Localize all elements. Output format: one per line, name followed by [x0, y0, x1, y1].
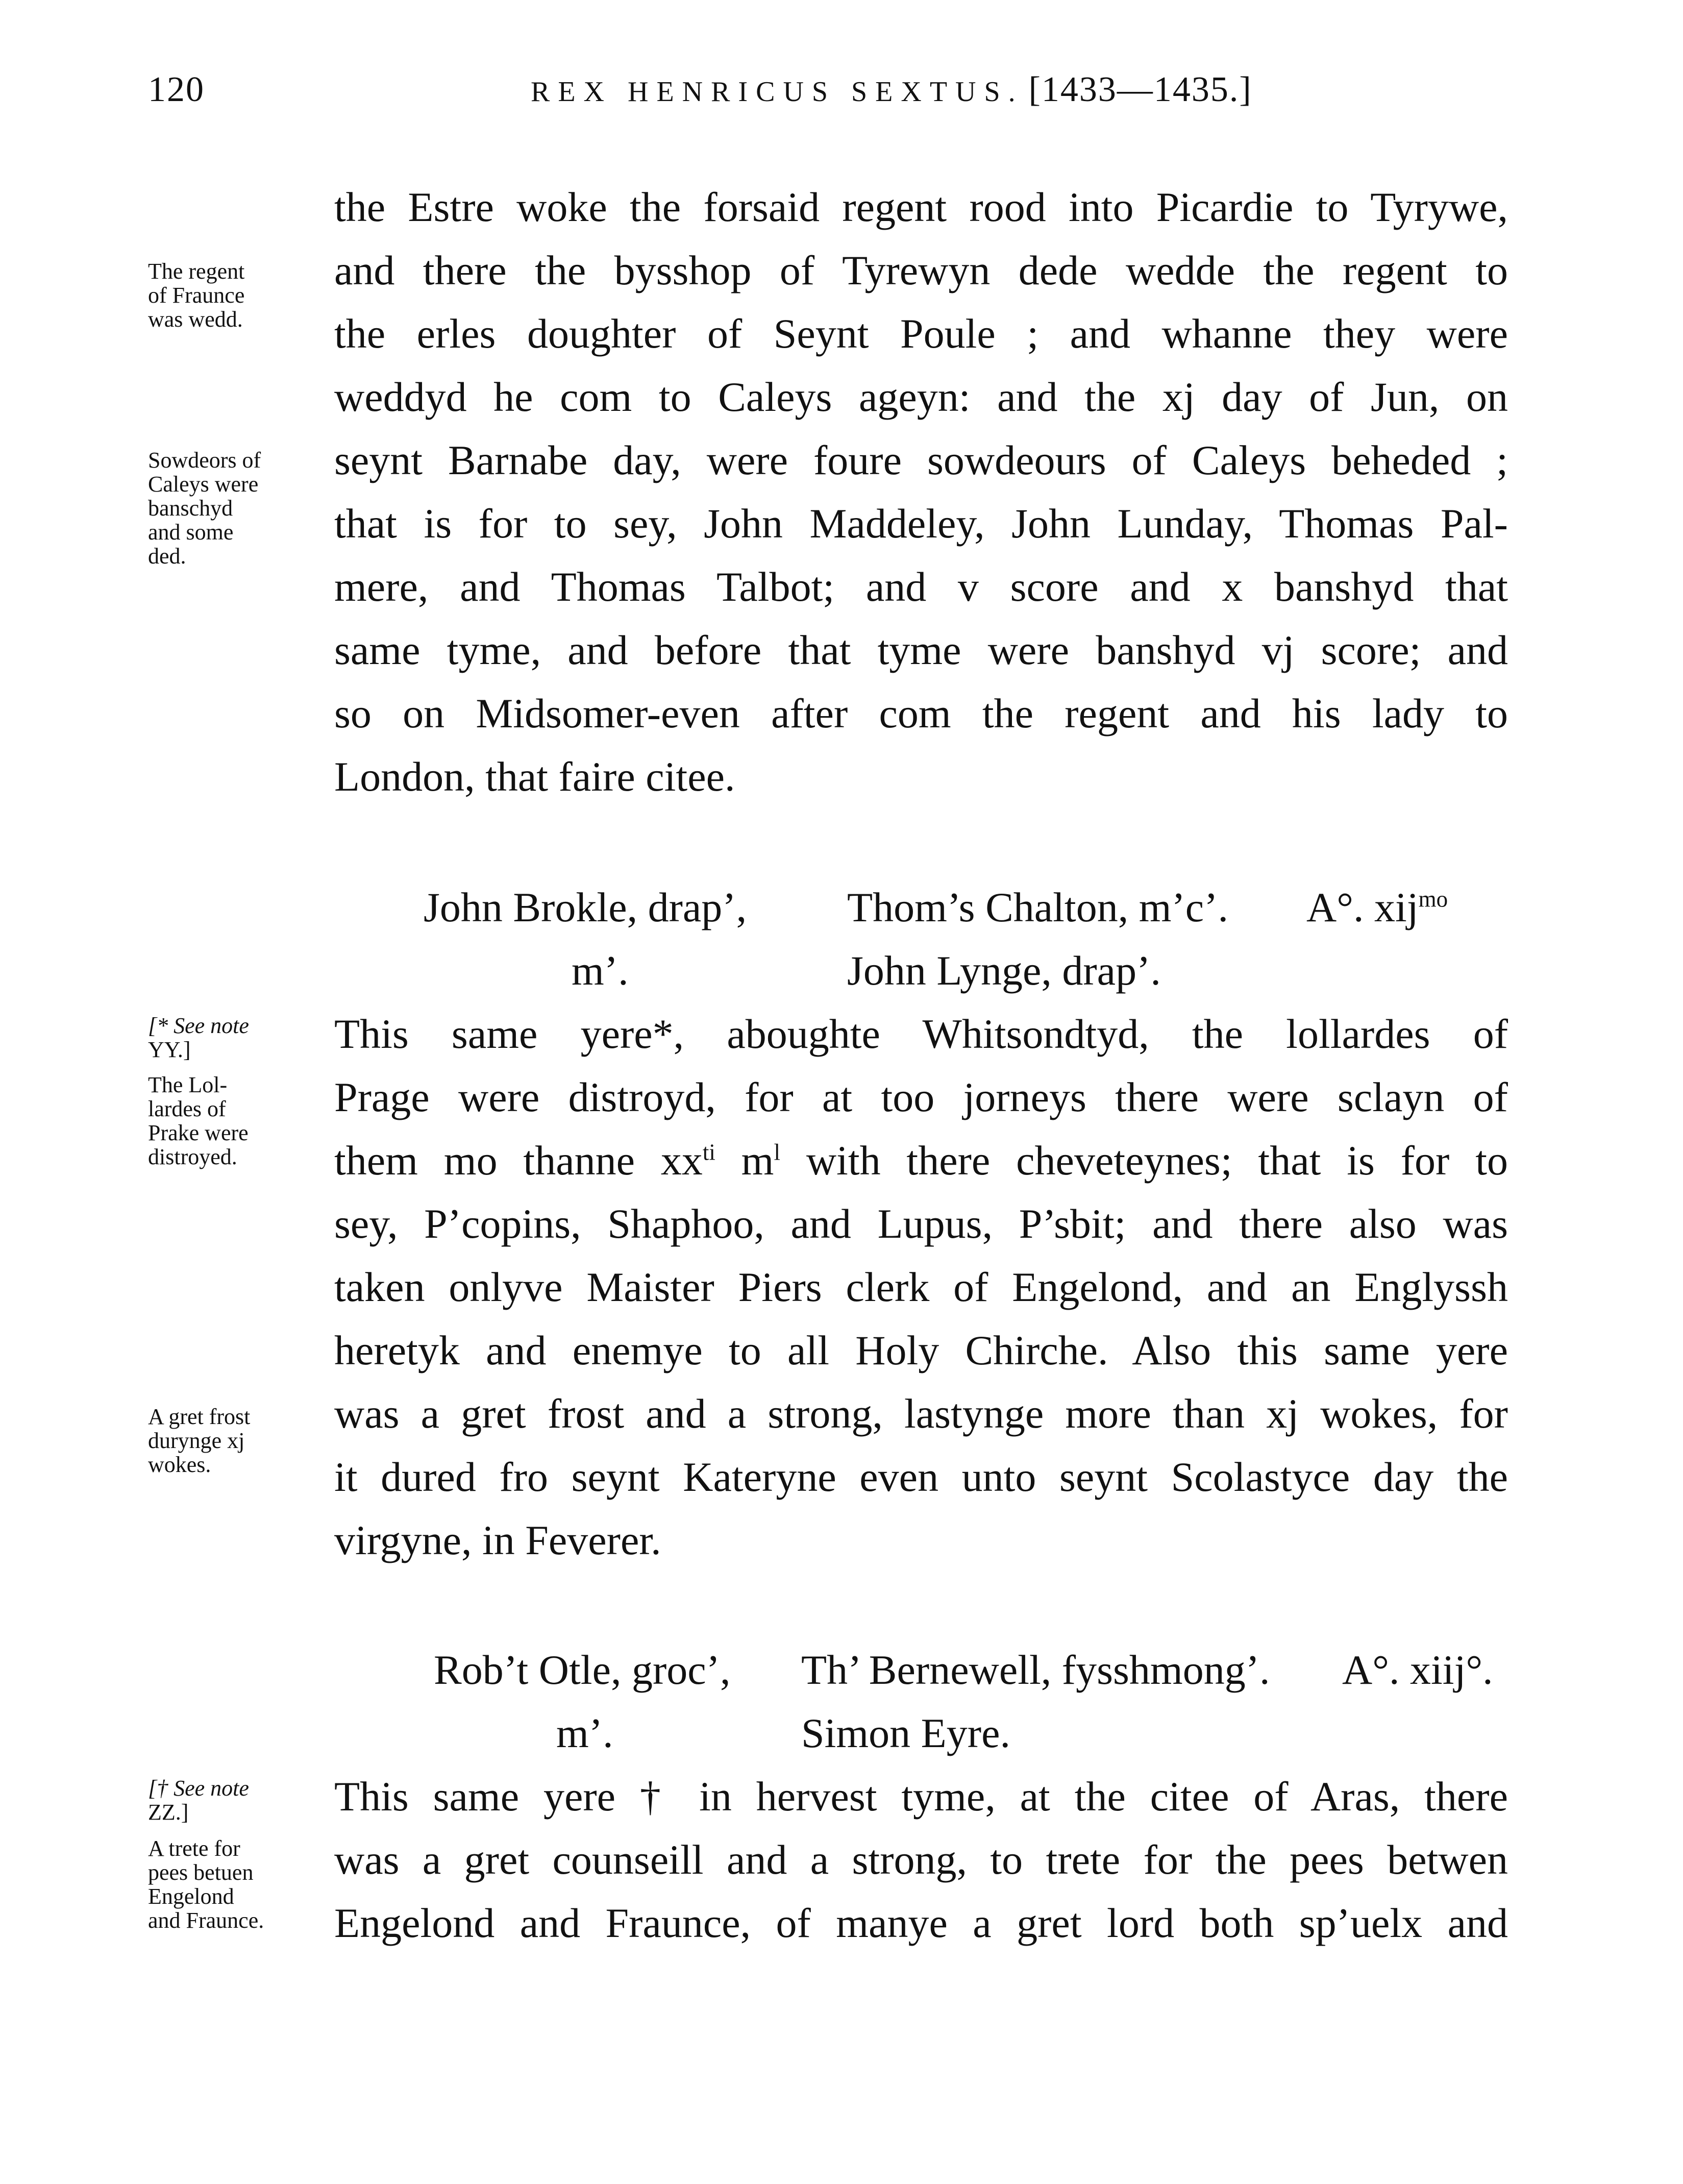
text-line: was a gret frost and a strong, lastynge more than xj wokes, for [334, 1390, 1508, 1437]
text-line: This same yere † in hervest tyme, at the citee of Aras, there [334, 1773, 1508, 1820]
margin-note-trete: A trete for pees betuen Engelond and Fraunce. [148, 1836, 264, 1933]
text-line: the Estre woke the forsaid regent rood into Picardie to Tyrywe, [334, 184, 1508, 230]
mayor-label: m’. [572, 947, 629, 994]
mayor-label: m’. [556, 1710, 613, 1756]
sheriff-name: Thom’s Chalton, m’c’. [847, 884, 1229, 930]
margin-note-regent-wedded: The regent of Fraunce was wedd. [148, 259, 245, 332]
text-line: heretyk and enemye to all Holy Chirche. Also this same yere [334, 1327, 1508, 1373]
text-line: London, that faire citee. [334, 753, 735, 800]
sheriff-name: John Brokle, drap’, [424, 884, 747, 930]
margin-note-see-note-zz: [† See note ZZ.] [148, 1776, 249, 1825]
running-title-years: [1433—1435.] [1028, 70, 1252, 109]
text-line: Engelond and Fraunce, of manye a gret lord both sp’uelx and [334, 1900, 1508, 1946]
mayor-name: John Lynge, drap’. [847, 947, 1161, 994]
regnal-year: A°. xij$^{mo}$ [1306, 884, 1448, 930]
text-line: it dured fro seynt Kateryne even unto seynt Scolastyce day the [334, 1454, 1508, 1500]
page-number: 120 [148, 70, 205, 109]
text-line: and there the bysshop of Tyrewyn dede wedde the regent to [334, 247, 1508, 293]
running-title [531, 69, 1252, 110]
sheriff-name: Th’ Bernewell, fysshmong’. [801, 1647, 1270, 1693]
regnal-year: A°. xiij°. [1342, 1647, 1493, 1693]
text-line: seynt Barnabe day, were foure sowdeours of Caleys beheded ; [334, 437, 1508, 483]
sheriff-name: Rob’t Otle, groc’, [434, 1647, 731, 1693]
text-line: that is for to sey, John Maddeley, John Lunday, Thomas Pal- [334, 500, 1508, 547]
text-line: mere, and Thomas Talbot; and v score and x banshyd that [334, 563, 1508, 610]
text-line: the erles doughter of Seynt Poule ; and whanne they were [334, 310, 1508, 357]
text-line: taken onlyve Maister Piers clerk of Engelond, and an Englyssh [334, 1264, 1508, 1310]
text-line: same tyme, and before that tyme were banshyd vj score; and [334, 627, 1508, 673]
margin-note-sowdeors: Sowdeors of Caleys were banschyd and some ded. [148, 448, 261, 569]
margin-note-gret-frost: A gret frost durynge xj wokes. [148, 1404, 251, 1477]
text-line: weddyd he com to Caleys ageyn: and the xj day of Jun, on [334, 374, 1508, 420]
running-title-text: REX HENRICUS SEXTUS. [531, 76, 1024, 108]
margin-note-see-note-yy: [* See note YY.] [148, 1013, 249, 1062]
text-line: This same yere*, aboughte Whitsondtyd, the lollardes of [334, 1011, 1508, 1057]
mayor-name: Simon Eyre. [801, 1710, 1010, 1756]
text-line: Prage were distroyd, for at too jorneys there were sclayn of [334, 1074, 1508, 1120]
text-line: sey, P’copins, Shaphoo, and Lupus, P’sbit; and there also was [334, 1200, 1508, 1247]
text-line: was a gret counseill and a strong, to trete for the pees betwen [334, 1836, 1508, 1883]
margin-note-lollardes: The Lol- lardes of Prake were distroyed. [148, 1072, 249, 1169]
text-line: so on Midsomer-even after com the regent and his lady to [334, 690, 1508, 737]
text-line: virgyne, in Feverer. [334, 1517, 661, 1563]
text-line: them mo thanne $xx^{ti}$ $m^l$ with there cheveteynes; that is for to [334, 1137, 1508, 1184]
